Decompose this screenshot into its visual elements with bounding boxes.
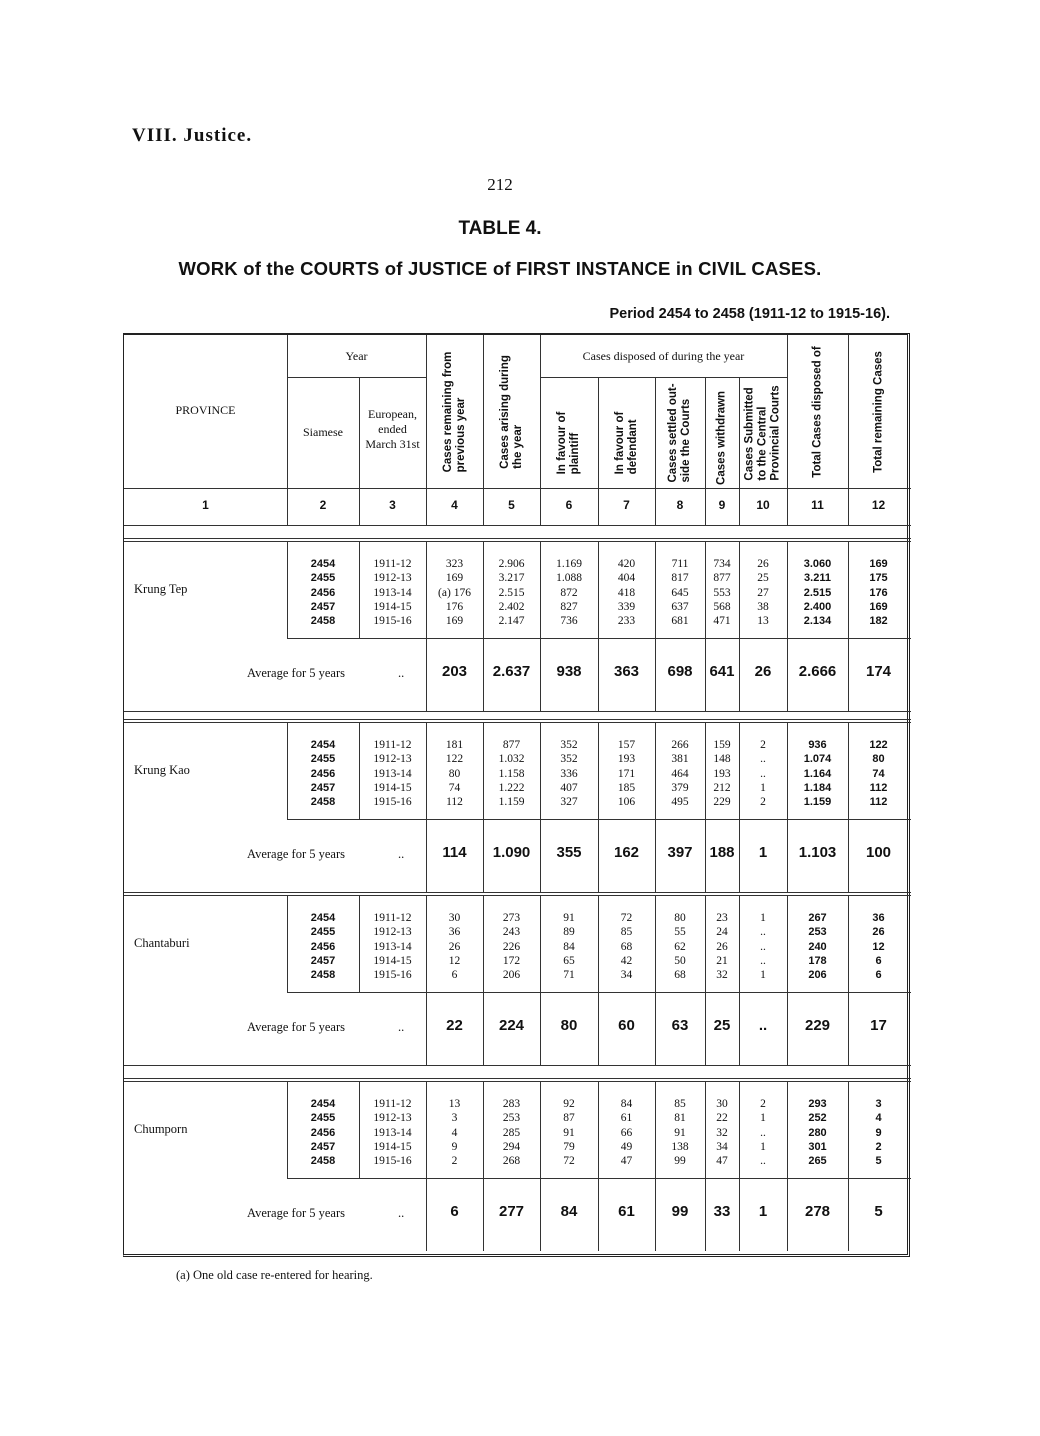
average-value: 33: [713, 1203, 731, 1220]
column-rule: [787, 1178, 788, 1251]
column-rule: [426, 992, 427, 1065]
average-value: 84: [560, 1203, 578, 1220]
column-rule: [483, 638, 484, 711]
column-rule: [359, 1081, 360, 1178]
column-rule: [287, 895, 288, 992]
arising-header: Cases arising during the year: [498, 354, 524, 469]
average-value: 80: [560, 1017, 578, 1034]
average-value: 1.090: [492, 844, 531, 861]
column-rule: [787, 541, 788, 638]
column-rule: [787, 895, 788, 992]
average-dots: ..: [398, 666, 405, 680]
section-heading: VIII. Justice.: [132, 125, 253, 146]
average-value: 363: [613, 663, 640, 680]
column-rule: [287, 488, 288, 525]
column-rule: [655, 722, 656, 819]
column-rule: [739, 488, 740, 525]
average-value: 174: [865, 663, 892, 680]
average-label: Average for 5 years: [247, 1020, 345, 1034]
average-value: 22: [446, 1017, 463, 1034]
row-rule: [124, 538, 911, 539]
column-rule: [426, 819, 427, 892]
column-rule: [540, 541, 541, 638]
data-cell-siamese: 2454 2455 2456 2457 2458: [310, 558, 336, 628]
data-cell-total-remaining: 3 4 9 2 5: [875, 1098, 882, 1168]
disposed-group-header: Cases disposed of during the year: [582, 349, 745, 363]
data-cell-defendant: 420 404 418 339 233: [617, 558, 636, 628]
province-name: Chumporn: [134, 1122, 188, 1136]
column-number: 6: [565, 498, 573, 512]
province-name: Krung Tep: [134, 582, 188, 596]
column-rule: [787, 819, 788, 892]
row-rule: [124, 1081, 911, 1082]
row-rule: [287, 638, 911, 639]
column-rule: [848, 992, 849, 1065]
column-rule: [287, 722, 288, 819]
column-rule: [483, 1081, 484, 1178]
average-value: 60: [618, 1017, 635, 1034]
column-rule: [705, 819, 706, 892]
column-rule: [598, 541, 599, 638]
row-rule: [124, 1065, 911, 1066]
data-cell-arising: 2.906 3.217 2.515 2.402 2.147: [498, 558, 525, 628]
data-cell-withdrawn: 30 22 32 34 47: [716, 1098, 728, 1168]
average-value: 2.637: [492, 663, 531, 680]
column-rule: [705, 488, 706, 525]
column-rule: [483, 722, 484, 819]
column-rule: [655, 895, 656, 992]
withdrawn-header: Cases withdrawn: [715, 390, 728, 485]
data-cell-defendant: 84 61 66 49 47: [620, 1098, 633, 1168]
column-rule: [787, 992, 788, 1065]
data-cell-european: 1911-12 1912-13 1913-14 1914-15 1915-16: [373, 739, 412, 809]
data-cell-settled: 80 55 62 50 68: [674, 912, 686, 982]
column-rule: [848, 488, 849, 525]
average-label: Average for 5 years: [247, 847, 345, 861]
column-rule: [426, 722, 427, 819]
column-rule: [705, 895, 706, 992]
column-rule: [359, 541, 360, 638]
column-rule: [655, 377, 656, 488]
data-cell-withdrawn: 23 24 26 21 32: [716, 912, 728, 982]
column-rule: [705, 722, 706, 819]
column-rule: [359, 488, 360, 525]
row-rule: [287, 992, 911, 993]
data-cell-settled: 711 817 645 637 681: [671, 558, 689, 628]
column-rule: [655, 819, 656, 892]
data-cell-remaining-prev: 30 36 26 12 6: [448, 912, 461, 982]
column-rule: [739, 895, 740, 992]
data-cell-european: 1911-12 1912-13 1913-14 1914-15 1915-16: [373, 1098, 412, 1168]
column-rule: [598, 488, 599, 525]
data-cell-total-remaining: 36 26 12 6 6: [872, 912, 885, 982]
total-remaining-header: Total remaining Cases: [872, 350, 884, 473]
column-rule: [359, 895, 360, 992]
column-rule: [287, 1081, 288, 1178]
column-rule: [540, 819, 541, 892]
column-rule: [705, 377, 706, 488]
data-cell-remaining-prev: 13 3 4 9 2: [448, 1098, 461, 1168]
column-rule: [739, 722, 740, 819]
row-rule: [124, 711, 911, 712]
column-number: 2: [319, 498, 327, 512]
data-cell-siamese: 2454 2455 2456 2457 2458: [310, 912, 336, 982]
data-cell-siamese: 2454 2455 2456 2457 2458: [310, 1098, 336, 1168]
column-number: 12: [871, 498, 886, 512]
column-rule: [426, 895, 427, 992]
province-name: Chantaburi: [134, 936, 190, 950]
column-rule: [739, 992, 740, 1065]
column-rule: [787, 488, 788, 525]
column-rule: [483, 1178, 484, 1251]
average-value: 6: [450, 1203, 459, 1220]
total-disposed-header: Total Cases disposed of: [811, 345, 823, 478]
column-rule: [598, 1178, 599, 1251]
average-value: 397: [667, 844, 693, 861]
defendant-header: In favour of defendant: [613, 411, 639, 474]
column-rule: [483, 992, 484, 1065]
column-rule: [787, 722, 788, 819]
remaining-prev-header: Cases remaining from previous year: [441, 351, 467, 472]
row-rule: [124, 541, 911, 542]
data-cell-total-disposed: 293 252 280 301 265: [808, 1098, 827, 1168]
data-cell-total-disposed: 267 253 240 178 206: [808, 912, 827, 982]
submitted-header: Cases Submitted to the Central Provincial Courts: [743, 384, 782, 481]
data-cell-plaintiff: 91 89 84 65 71: [563, 912, 575, 982]
data-cell-defendant: 157 193 171 185 106: [617, 739, 636, 809]
column-rule: [655, 1178, 656, 1251]
column-rule: [483, 335, 484, 488]
column-rule: [787, 1081, 788, 1178]
average-value: 203: [441, 663, 468, 680]
average-value: 5: [874, 1203, 883, 1220]
data-cell-submitted: 2 .. .. 1 2: [760, 739, 766, 809]
column-rule: [598, 819, 599, 892]
row-rule: [540, 377, 787, 378]
data-cell-plaintiff: 352 352 336 407 327: [560, 739, 578, 809]
row-rule: [124, 488, 911, 489]
average-value: 162: [613, 844, 640, 861]
data-cell-plaintiff: 92 87 91 79 72: [563, 1098, 575, 1168]
average-value: 99: [671, 1203, 689, 1220]
column-rule: [598, 638, 599, 711]
average-value: 938: [556, 663, 582, 680]
column-number: 9: [718, 498, 726, 512]
column-rule: [426, 638, 427, 711]
plaintiff-header: In favour of plaintiff: [556, 411, 581, 474]
average-value: 61: [618, 1203, 635, 1220]
row-rule: [124, 525, 911, 526]
column-rule: [739, 377, 740, 488]
average-value: 698: [667, 663, 693, 680]
column-rule: [598, 992, 599, 1065]
row-rule: [124, 719, 911, 720]
table-title: TABLE 4.: [458, 218, 542, 239]
average-value: 25: [713, 1017, 731, 1034]
row-rule: [287, 819, 911, 820]
average-value: 63: [671, 1017, 689, 1034]
column-rule: [655, 1081, 656, 1178]
column-rule: [426, 335, 427, 488]
column-rule: [540, 1081, 541, 1178]
data-cell-remaining-prev: 323 169 (a) 176 176 169: [438, 558, 471, 628]
column-number: 11: [811, 498, 824, 512]
column-rule: [705, 541, 706, 638]
row-rule: [287, 377, 426, 378]
work-title: WORK of the COURTS of JUSTICE of FIRST INSTANCE in CIVIL CASES.: [178, 258, 822, 279]
column-rule: [848, 541, 849, 638]
data-cell-remaining-prev: 181 122 80 74 112: [445, 739, 464, 809]
row-rule: [124, 892, 911, 893]
table-frame: [123, 333, 910, 1257]
average-dots: ..: [398, 847, 405, 861]
average-dots: ..: [398, 1206, 405, 1220]
data-cell-arising: 283 253 285 294 268: [502, 1098, 521, 1168]
average-value: 277: [498, 1203, 525, 1220]
column-rule: [359, 722, 360, 819]
column-rule: [739, 638, 740, 711]
column-rule: [655, 488, 656, 525]
data-cell-withdrawn: 159 148 193 212 229: [713, 739, 731, 809]
column-rule: [787, 638, 788, 711]
column-rule: [739, 1178, 740, 1251]
province-header: PROVINCE: [175, 403, 236, 417]
column-rule: [848, 638, 849, 711]
data-cell-arising: 877 1.032 1.158 1.222 1.159: [498, 739, 525, 809]
data-cell-siamese: 2454 2455 2456 2457 2458: [310, 739, 336, 809]
column-rule: [426, 1081, 427, 1178]
column-rule: [787, 335, 788, 488]
column-rule: [426, 488, 427, 525]
average-label: Average for 5 years: [247, 1206, 345, 1220]
data-cell-arising: 273 243 226 172 206: [502, 912, 521, 982]
column-rule: [705, 1178, 706, 1251]
period-label: Period 2454 to 2458 (1911-12 to 1915-16).: [609, 306, 890, 322]
average-value: 1: [758, 844, 768, 861]
column-rule: [483, 488, 484, 525]
column-rule: [540, 722, 541, 819]
column-rule: [848, 722, 849, 819]
data-cell-submitted: 1 .. .. .. 1: [760, 912, 766, 982]
average-value: 641: [709, 663, 735, 680]
data-cell-total-remaining: 122 80 74 112 112: [869, 739, 888, 809]
column-rule: [655, 541, 656, 638]
row-rule: [124, 895, 911, 896]
province-name: Krung Kao: [134, 763, 190, 777]
row-rule: [124, 1078, 911, 1079]
average-value: 26: [754, 663, 772, 680]
average-value: 2.666: [798, 663, 837, 680]
column-rule: [483, 541, 484, 638]
column-rule: [540, 1178, 541, 1251]
column-number: 5: [508, 498, 515, 512]
data-cell-european: 1911-12 1912-13 1913-14 1914-15 1915-16: [373, 558, 412, 628]
column-rule: [540, 488, 541, 525]
column-rule: [483, 895, 484, 992]
data-cell-defendant: 72 85 68 42 34: [620, 912, 633, 982]
average-value: 17: [870, 1017, 887, 1034]
siamese-header: Siamese: [303, 425, 343, 439]
average-value: 100: [865, 844, 892, 861]
column-rule: [848, 1081, 849, 1178]
column-rule: [705, 638, 706, 711]
average-value: 1.103: [798, 844, 837, 861]
column-number: 8: [676, 498, 684, 512]
column-number: 1: [202, 498, 209, 512]
footnote: (a) One old case re-entered for hearing.: [176, 1268, 373, 1282]
data-cell-total-disposed: 936 1.074 1.164 1.184 1.159: [803, 739, 832, 809]
column-rule: [483, 819, 484, 892]
average-label: Average for 5 years: [247, 666, 345, 680]
average-value: 278: [804, 1203, 831, 1220]
average-value: 1: [758, 1203, 768, 1220]
column-rule: [598, 377, 599, 488]
column-rule: [848, 895, 849, 992]
settled-header: Cases settled out- side the Courts: [667, 382, 692, 483]
column-number: 3: [389, 498, 396, 512]
year-header: Year: [345, 349, 368, 363]
average-value: ..: [758, 1017, 768, 1034]
column-rule: [705, 992, 706, 1065]
data-cell-european: 1911-12 1912-13 1913-14 1914-15 1915-16: [373, 912, 412, 982]
column-rule: [848, 1178, 849, 1251]
average-value: 355: [556, 844, 582, 861]
column-number: 4: [451, 498, 458, 512]
column-rule: [598, 1081, 599, 1178]
column-rule: [848, 335, 849, 488]
column-rule: [739, 1081, 740, 1178]
average-value: 114: [442, 844, 467, 861]
column-rule: [848, 819, 849, 892]
average-value: 188: [709, 844, 735, 861]
european-header: European, ended March 31st: [365, 407, 420, 451]
column-rule: [655, 992, 656, 1065]
column-rule: [540, 992, 541, 1065]
data-cell-settled: 85 81 91 138 99: [671, 1098, 689, 1168]
data-cell-total-remaining: 169 175 176 169 182: [869, 558, 888, 628]
column-rule: [598, 895, 599, 992]
average-dots: ..: [398, 1020, 405, 1034]
row-rule: [124, 722, 911, 723]
data-cell-submitted: 26 25 27 38 13: [757, 558, 769, 628]
average-value: 229: [804, 1017, 831, 1034]
data-cell-submitted: 2 1 .. 1 ..: [760, 1098, 766, 1168]
data-cell-withdrawn: 734 877 553 568 471: [713, 558, 731, 628]
column-rule: [426, 1178, 427, 1251]
row-rule: [287, 1178, 911, 1179]
column-rule: [739, 819, 740, 892]
column-rule: [655, 638, 656, 711]
column-rule: [705, 1081, 706, 1178]
column-number: 10: [756, 498, 770, 512]
average-value: 224: [498, 1017, 525, 1034]
column-rule: [287, 541, 288, 638]
data-cell-total-disposed: 3.060 3.211 2.515 2.400 2.134: [803, 558, 832, 628]
data-cell-plaintiff: 1.169 1.088 872 827 736: [556, 558, 582, 628]
data-cell-settled: 266 381 464 379 495: [671, 739, 689, 809]
column-rule: [426, 541, 427, 638]
column-rule: [540, 638, 541, 711]
column-rule: [540, 895, 541, 992]
column-rule: [598, 722, 599, 819]
column-rule: [739, 541, 740, 638]
column-number: 7: [623, 498, 630, 512]
page-number: 212: [487, 175, 513, 194]
